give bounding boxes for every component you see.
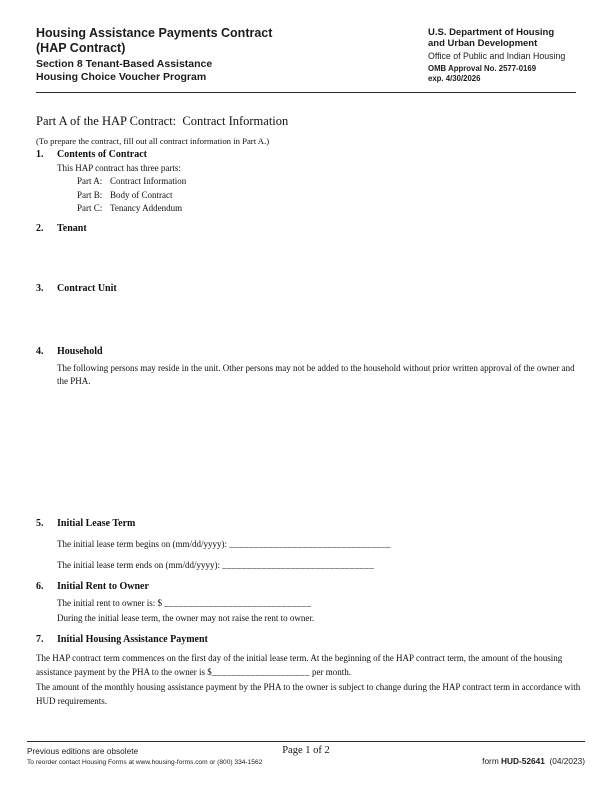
section-4-body: The following persons may reside in the unit. Other persons may not be added to the household without prior written approval of the owner and the PHA. (57, 363, 575, 386)
section-7-title: Initial Housing Assistance Payment (57, 634, 208, 645)
omb-expiration-date: exp. 4/30/2026 (428, 73, 481, 83)
omb-approval-number: OMB Approval No. 2577-0169 (428, 64, 537, 73)
section-6-number: 6. (36, 581, 44, 592)
part-b-name: Body of Contract (110, 189, 173, 200)
part-a-label: Part A: (77, 176, 103, 186)
section-7-initial-housing-assistance-payment (36, 634, 208, 645)
section-2-number: 2. (36, 223, 44, 234)
agency-office: Office of Public and Indian Housing (428, 51, 566, 61)
section-1-number: 1. (36, 149, 44, 160)
lease-end-blank[interactable]: _______________________________ (222, 560, 375, 570)
part-c-name: Tenancy Addendum (110, 203, 183, 214)
initial-rent-row (57, 597, 311, 610)
footer-divider (27, 741, 585, 742)
header-divider (36, 92, 576, 93)
contract-part-row-c (77, 202, 186, 216)
footer-form-date: (04/2023) (544, 756, 585, 766)
part-a-instruction: (To prepare the contract, fill out all contract information in Part A.) (36, 136, 270, 146)
section-5-number: 5. (36, 518, 44, 529)
section-6-title: Initial Rent to Owner (57, 581, 149, 592)
form-subtitle-line2: Housing Choice Voucher Program (36, 70, 207, 83)
hap-amount-text-before: The HAP contract term commences on the first day of the initial lease term. At the beginning of the HAP contract term, the amount of the housing assistance payment by the PHA to the owner is $ (36, 653, 563, 677)
section-3-contract-unit (36, 283, 117, 294)
agency-block (428, 27, 565, 83)
form-title-line2: (HAP Contract) (36, 40, 126, 55)
lease-begin-blank[interactable]: _________________________________ (229, 539, 391, 549)
section-5-title: Initial Lease Term (57, 518, 136, 529)
contract-part-row-b (77, 189, 186, 203)
footer-form-prefix: form (482, 756, 502, 766)
section-1-intro: This HAP contract has three parts: (57, 163, 181, 173)
part-c-label: Part C: (77, 203, 103, 214)
section-6-initial-rent-to-owner (36, 581, 149, 592)
contract-part-row-a (77, 175, 186, 189)
footer-obsolete-note: Previous editions are obsolete (27, 746, 139, 756)
part-a-name: Contract Information (110, 176, 187, 186)
lease-term-begins-row (57, 538, 391, 551)
section-7-paragraph-2: The amount of the monthly housing assistance payment by the PHA to the owner is subject to change during the HAP contract term in accordance with HUD requirements. (36, 682, 581, 706)
lease-end-label: The initial lease term ends on (mm/dd/yyyy): (57, 560, 223, 570)
lease-begin-label: The initial lease term begins on (mm/dd/yyyy): (57, 539, 230, 549)
footer-page-number: Page 1 of 2 (282, 745, 330, 756)
section-7-paragraph-1 (36, 652, 582, 679)
section-5-initial-lease-term (36, 518, 135, 529)
footer-form-id: HUD-52641 (501, 756, 545, 766)
hap-amount-text-after: per month. (309, 666, 351, 677)
footer-form-number (473, 746, 585, 776)
initial-rent-blank[interactable]: ______________________________ (164, 598, 312, 608)
section-4-household (36, 346, 103, 357)
footer-reorder-note: To reorder contact Housing Forms at www.housing-forms.com or (800) 334-1562 (27, 759, 263, 766)
agency-name-line1: U.S. Department of Housing (428, 27, 555, 38)
section-3-title: Contract Unit (57, 283, 117, 294)
form-title-line1: Housing Assistance Payments Contract (36, 26, 273, 40)
section-2-title: Tenant (57, 223, 87, 234)
part-a-heading: Part A of the HAP Contract: Contract Information (36, 114, 289, 128)
section-3-number: 3. (36, 283, 44, 294)
initial-rent-note: During the initial lease term, the owner may not raise the rent to owner. (57, 613, 315, 623)
section-2-tenant (36, 223, 87, 234)
initial-rent-label: The initial rent to owner is: $ (57, 598, 165, 608)
lease-term-ends-row (57, 559, 374, 572)
form-subtitle-line1: Section 8 Tenant-Based Assistance (36, 58, 213, 70)
section-7-number: 7. (36, 634, 44, 645)
section-1-body (57, 162, 186, 216)
section-1-contents-of-contract (36, 149, 147, 160)
form-subtitle-block (36, 58, 272, 83)
part-b-label: Part B: (77, 189, 103, 200)
form-title-block (36, 26, 272, 83)
section-1-title: Contents of Contract (57, 149, 147, 160)
agency-name-line2: and Urban Development (428, 38, 538, 49)
section-4-title: Household (57, 346, 103, 357)
hap-amount-blank[interactable]: ____________________ (211, 666, 310, 677)
section-4-number: 4. (36, 346, 44, 357)
